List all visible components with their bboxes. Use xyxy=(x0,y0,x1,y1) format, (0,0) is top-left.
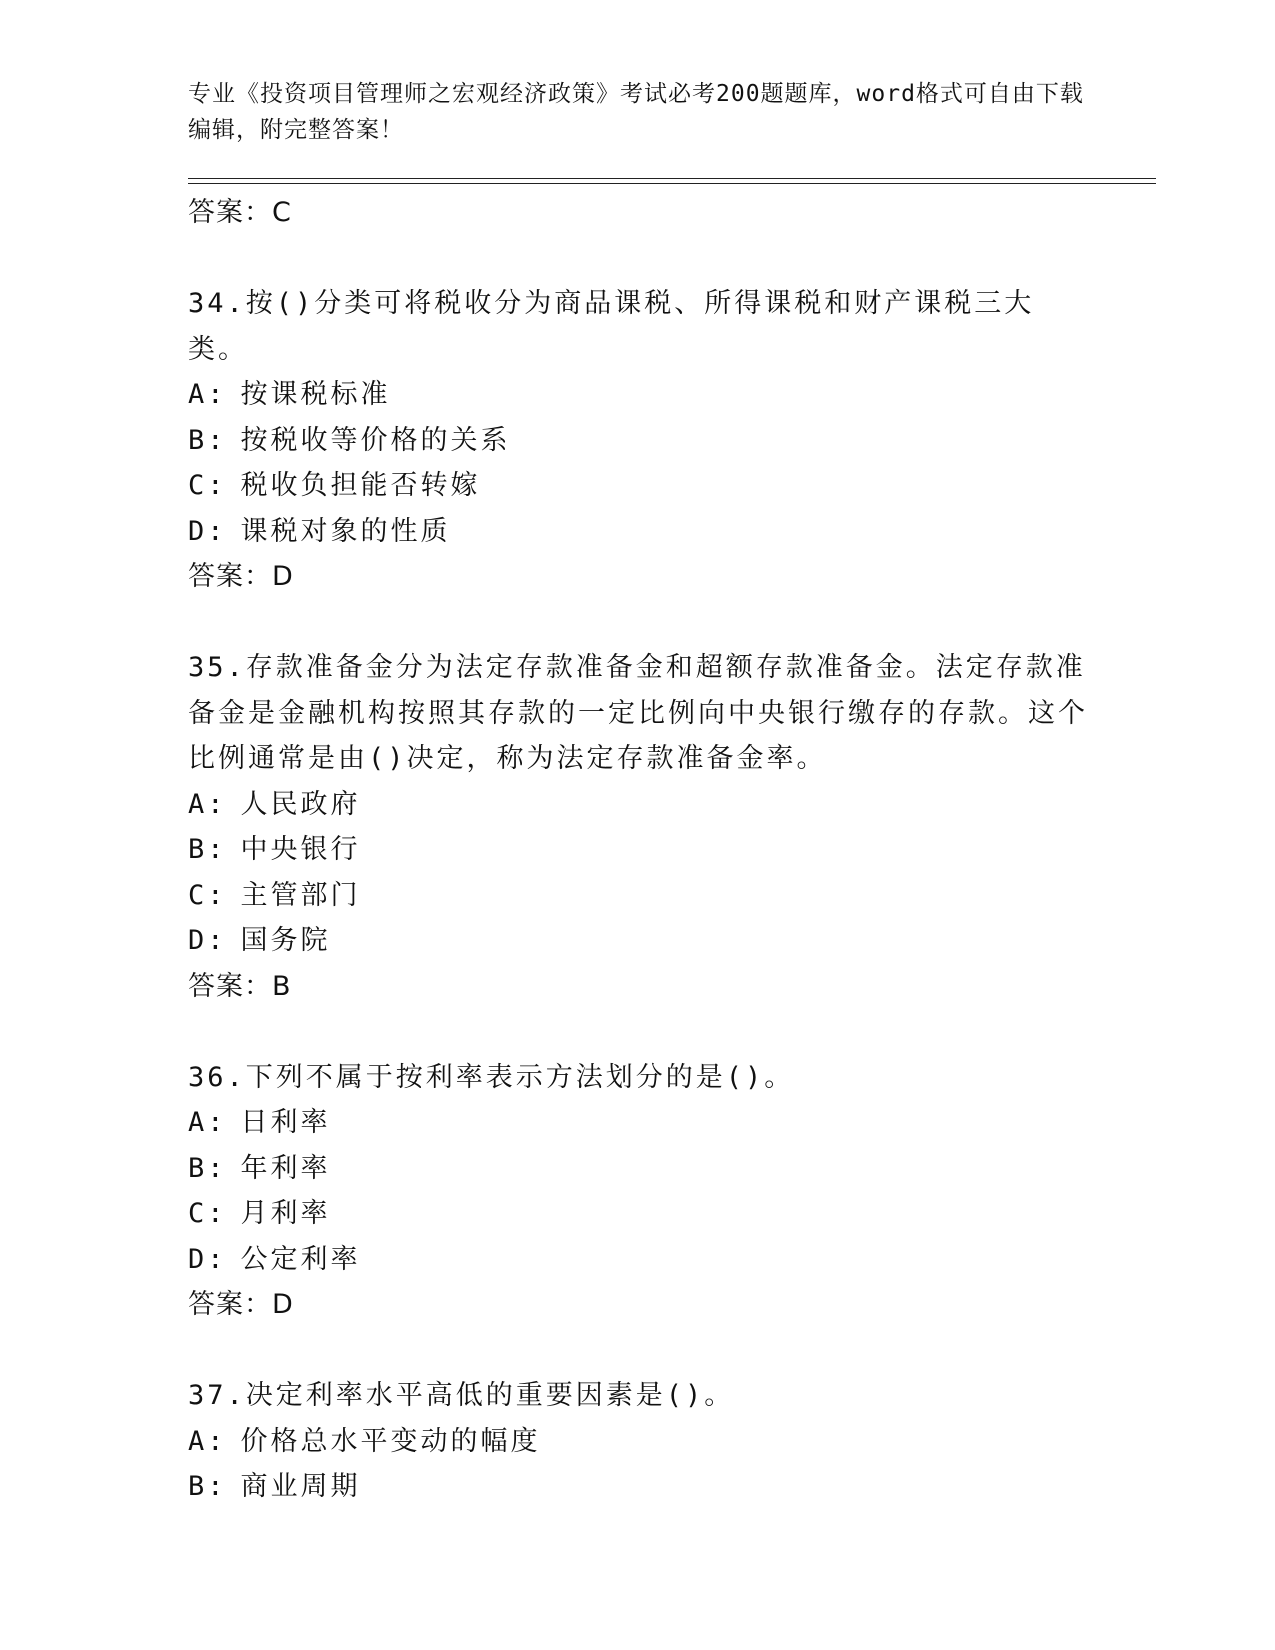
option-letter: B: xyxy=(188,1471,227,1502)
option-a xyxy=(188,372,1088,418)
option-text: 国务院 xyxy=(240,925,331,956)
answer-label: 答案： xyxy=(188,970,272,1002)
option-text: 中央银行 xyxy=(240,834,361,865)
answer-value: C xyxy=(272,197,292,228)
option-text: 按课税标准 xyxy=(240,379,391,410)
option-letter: B: xyxy=(188,1152,227,1184)
option-letter: A: xyxy=(188,1425,227,1457)
option-b xyxy=(188,1464,1088,1510)
question-34 xyxy=(188,281,1088,599)
option-a xyxy=(188,1419,1088,1465)
option-c xyxy=(188,873,1088,919)
answer-line xyxy=(188,1282,1088,1327)
option-text: 年利率 xyxy=(240,1152,331,1184)
option-d xyxy=(188,918,1088,964)
option-letter: C: xyxy=(188,470,227,501)
option-text: 公定利率 xyxy=(240,1243,361,1275)
question-stem: 34.按()分类可将税收分为商品课税、所得课税和财产课税三大类。 xyxy=(188,288,1035,365)
header-rule-top xyxy=(188,178,1156,179)
option-text: 税收负担能否转嫁 xyxy=(240,470,481,501)
answer-value: B xyxy=(272,970,292,1002)
option-b xyxy=(188,827,1088,873)
option-letter: B: xyxy=(188,834,227,865)
option-text: 人民政府 xyxy=(240,788,361,820)
header-rule-bottom xyxy=(188,183,1156,184)
option-text: 日利率 xyxy=(240,1107,331,1138)
question-36 xyxy=(188,1055,1088,1328)
option-d xyxy=(188,509,1088,555)
answer-line xyxy=(188,190,1088,235)
question-stem: 35.存款准备金分为法定存款准备金和超额存款准备金。法定存款准备金是金融机构按照其存款的一定比例向中央银行缴存的存款。这个比例通常是由()决定，称为法定存款准备金率。 xyxy=(188,652,1088,774)
option-text: 按税收等价格的关系 xyxy=(240,424,511,456)
answer-line xyxy=(188,964,1088,1009)
question-35 xyxy=(188,645,1088,1009)
answer-line xyxy=(188,554,1088,599)
option-text: 课税对象的性质 xyxy=(240,515,451,547)
option-letter: A: xyxy=(188,1107,227,1138)
option-letter: A: xyxy=(188,788,227,820)
question-stem: 36.下列不属于按利率表示方法划分的是()。 xyxy=(188,1061,795,1093)
document-header: 专业《投资项目管理师之宏观经济政策》考试必考200题题库，word格式可自由下载编辑，附完整答案！ xyxy=(188,81,1084,143)
option-text: 商业周期 xyxy=(240,1471,361,1502)
option-a xyxy=(188,1100,1088,1146)
option-letter: D: xyxy=(188,1243,227,1275)
option-c xyxy=(188,463,1088,509)
answer-label: 答案： xyxy=(188,561,272,592)
option-letter: B: xyxy=(188,424,227,456)
option-d xyxy=(188,1237,1088,1283)
question-37 xyxy=(188,1373,1088,1510)
option-letter: A: xyxy=(188,379,227,410)
option-text: 月利率 xyxy=(240,1198,331,1229)
answer-value: D xyxy=(272,1289,294,1320)
option-letter: D: xyxy=(188,515,227,547)
answer-label: 答案： xyxy=(188,1289,272,1320)
option-letter: C: xyxy=(188,879,227,911)
option-letter: C: xyxy=(188,1198,227,1229)
option-c xyxy=(188,1191,1088,1237)
option-text: 主管部门 xyxy=(240,879,361,911)
option-b xyxy=(188,1146,1088,1192)
option-letter: D: xyxy=(188,925,227,956)
question-stem: 37.决定利率水平高低的重要因素是()。 xyxy=(188,1380,735,1411)
option-text: 价格总水平变动的幅度 xyxy=(240,1425,541,1457)
document-body xyxy=(188,190,1088,1510)
answer-value: D xyxy=(272,561,294,592)
option-b xyxy=(188,418,1088,464)
option-a xyxy=(188,782,1088,828)
answer-label: 答案： xyxy=(188,197,272,228)
